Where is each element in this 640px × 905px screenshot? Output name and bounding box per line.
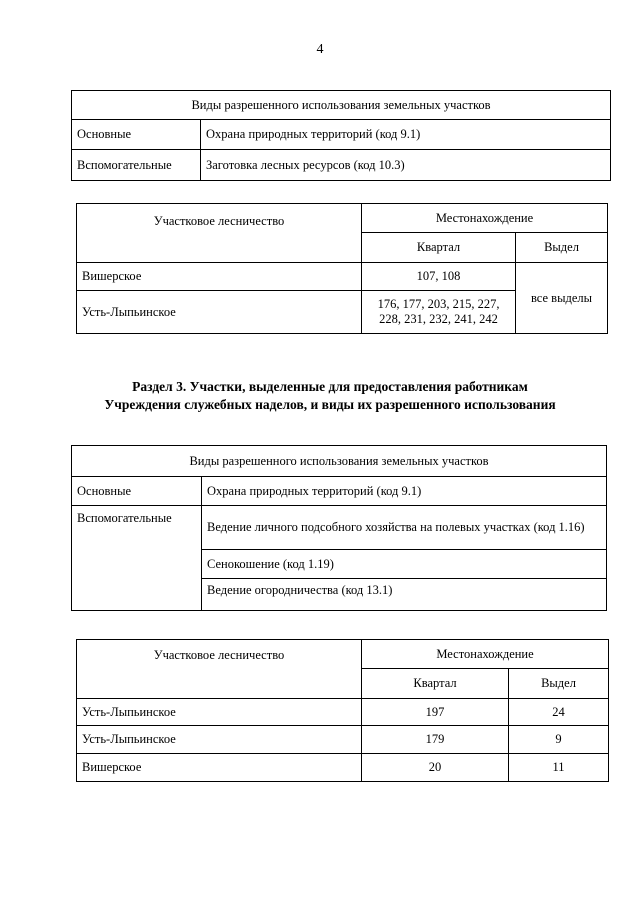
quarter-cell: 197 [362, 699, 509, 726]
table-header: Виды разрешенного использования земельных участков [72, 91, 611, 120]
plot-cell: 24 [509, 699, 609, 726]
use-type-main: Основные [72, 120, 201, 150]
col-forestry-header: Участковое лесничество [77, 640, 362, 699]
plot-cell: 9 [509, 726, 609, 754]
quarter-cell: 20 [362, 754, 509, 782]
forestry-cell: Усть-Лыпьинское [77, 291, 362, 334]
forestry-cell: Вишерское [77, 263, 362, 291]
forestry-cell: Усть-Лыпьинское [77, 699, 362, 726]
plot-cell: 11 [509, 754, 609, 782]
col-quarter-header: Квартал [362, 233, 516, 263]
col-location-header: Местонахождение [362, 640, 609, 669]
col-plot-header: Выдел [509, 669, 609, 699]
section-title-line: Учреждения служебных наделов, и виды их разрешенного использования [104, 397, 556, 412]
forestry-cell: Усть-Лыпьинское [77, 726, 362, 754]
section-title-line: Раздел 3. Участки, выделенные для предоставления работникам [132, 379, 528, 394]
use-value-aux: Ведение личного подсобного хозяйства на полевых участках (код 1.16) [202, 506, 607, 550]
use-type-main: Основные [72, 477, 202, 506]
quarter-line: 228, 231, 232, 241, 242 [379, 312, 498, 326]
col-plot-header: Выдел [516, 233, 608, 263]
use-value-aux: Сенокошение (код 1.19) [202, 550, 607, 579]
quarter-cell: 107, 108 [362, 263, 516, 291]
use-value-aux: Ведение огородничества (код 13.1) [202, 579, 607, 611]
plot-cell-all: все выделы [516, 263, 608, 334]
quarter-line: 176, 177, 203, 215, 227, [377, 297, 500, 311]
use-value-main: Охрана природных территорий (код 9.1) [202, 477, 607, 506]
table-header: Виды разрешенного использования земельных участков [72, 446, 607, 477]
location-table-1 [76, 203, 608, 334]
col-quarter-header: Квартал [362, 669, 509, 699]
use-value-aux: Заготовка лесных ресурсов (код 10.3) [201, 150, 611, 181]
quarter-cell [362, 291, 516, 334]
use-type-aux: Вспомогательные [72, 150, 201, 181]
use-value-main: Охрана природных территорий (код 9.1) [201, 120, 611, 150]
section-title [60, 378, 600, 414]
land-use-table-2 [71, 445, 607, 611]
location-table-2 [76, 639, 609, 782]
col-location-header: Местонахождение [362, 204, 608, 233]
page-number: 4 [316, 42, 324, 57]
col-forestry-header: Участковое лесничество [77, 204, 362, 263]
quarter-cell: 179 [362, 726, 509, 754]
use-type-aux: Вспомогательные [72, 506, 202, 611]
land-use-table-1 [71, 90, 611, 181]
forestry-cell: Вишерское [77, 754, 362, 782]
